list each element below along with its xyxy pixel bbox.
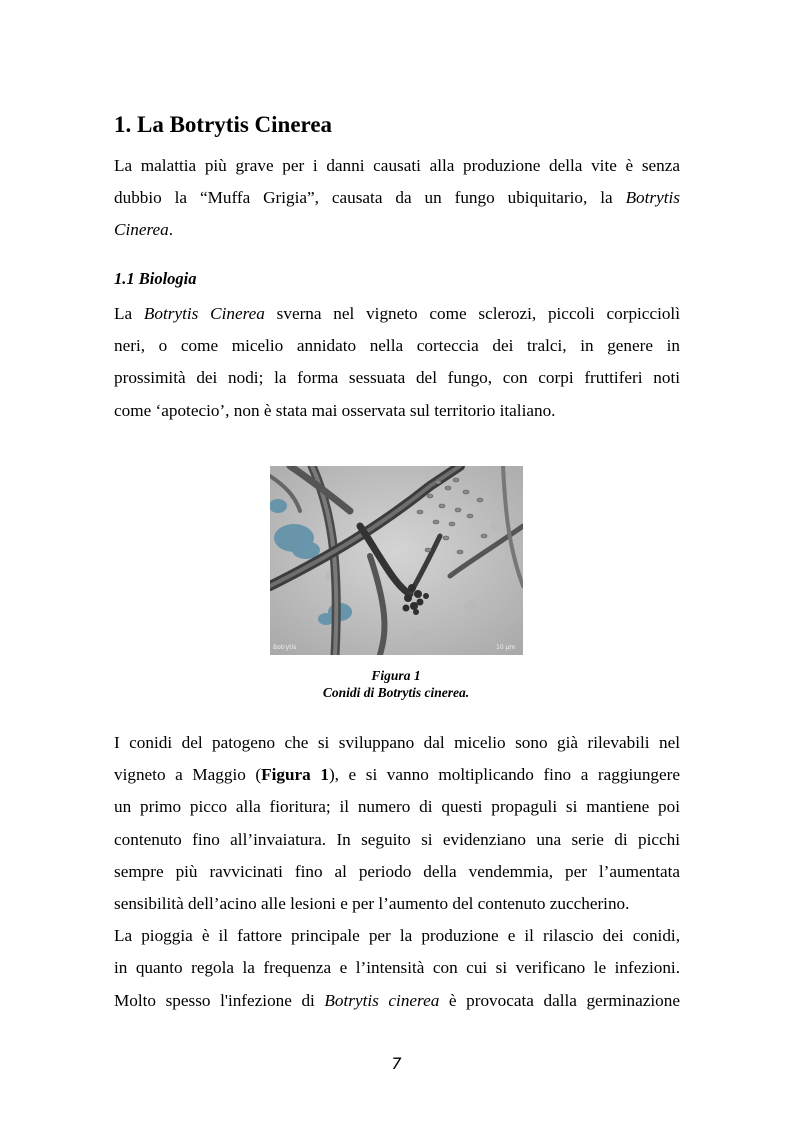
body-line-2: vigneto a Maggio (Figura 1), e si vanno moltiplicando fino a raggiungere bbox=[114, 765, 680, 785]
figure-reference: Figura 1 bbox=[261, 765, 329, 785]
intro-paragraph bbox=[114, 150, 680, 247]
figure-caption: Conidi di Botrytis cinerea. bbox=[322, 685, 470, 700]
biology-line-1: La Botrytis Cinerea sverna nel vigneto come sclerozi, piccoli corpicciolì bbox=[114, 304, 680, 323]
section-heading: 1.1 Biologia bbox=[114, 269, 197, 288]
biology-line-3: prossimità dei nodi; la forma sessuata del fungo, con corpi fruttiferi noti bbox=[114, 368, 680, 388]
body-paragraph bbox=[114, 727, 680, 1017]
intro-line-3: Cinerea. bbox=[114, 220, 174, 240]
chapter-heading: 1. La Botrytis Cinerea bbox=[114, 112, 333, 137]
figure-label: Figura 1 bbox=[371, 668, 421, 683]
body-line-7: La pioggia è il fattore principale per la produzione e il rilascio dei conidi, bbox=[114, 926, 680, 946]
body-line-4: contenuto fino all’invaiatura. In seguito si evidenziano una serie di picchi bbox=[114, 829, 680, 849]
intro-line-1: La malattia più grave per i danni causati alla produzione della vite è senza bbox=[114, 156, 680, 175]
figure-watermark-right: 10 µm bbox=[496, 644, 516, 651]
body-line-6: sensibilità dell’acino alle lesioni e per l’aumento del contenuto zuccherino. bbox=[114, 894, 630, 914]
body-line-9: Molto spesso l'infezione di Botrytis cinerea è provocata dalla germinazione bbox=[114, 990, 680, 1010]
page-number: 7 bbox=[391, 1054, 402, 1073]
biology-line-2: neri, o come micelio annidato nella corteccia dei tralci, in genere in bbox=[114, 336, 680, 356]
microscope-image bbox=[270, 466, 523, 655]
figure-watermark-left: Botrytis bbox=[273, 644, 297, 651]
biology-paragraph bbox=[114, 298, 680, 427]
intro-line-2: dubbio la “Muffa Grigia”, causata da un fungo ubiquitario, la Botrytis bbox=[114, 188, 680, 208]
biology-line-4: come ‘apotecio’, non è stata mai osservata sul territorio italiano. bbox=[114, 400, 556, 420]
body-line-1: I conidi del patogeno che si sviluppano dal micelio sono già rilevabili nel bbox=[114, 733, 680, 752]
botrytis-micrograph bbox=[270, 466, 523, 655]
body-line-8: in quanto regola la frequenza e l’intensità con cui si verificano le infezioni. bbox=[114, 958, 680, 978]
body-line-3: un primo picco alla fioritura; il numero di questi propaguli si mantiene poi bbox=[114, 797, 680, 817]
body-line-5: sempre più ravvicinati fino al periodo della vendemmia, per l’aumentata bbox=[114, 861, 680, 881]
